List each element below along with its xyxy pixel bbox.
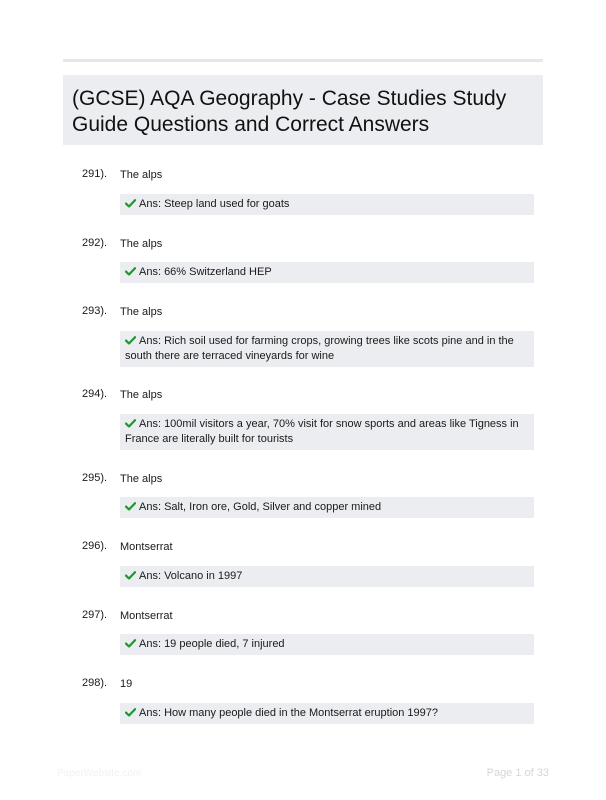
answer-text: Ans: Steep land used for goats — [139, 198, 290, 210]
question-text: Montserrat — [120, 541, 173, 553]
check-icon — [125, 336, 136, 345]
question-number: 291). — [82, 168, 108, 180]
question-text: The alps — [120, 473, 163, 485]
question-number: 293). — [82, 305, 108, 317]
check-icon — [125, 199, 136, 208]
answer-box — [120, 262, 534, 283]
answer-box — [120, 497, 534, 518]
question-number: 298). — [82, 677, 108, 689]
question-number: 296). — [82, 540, 108, 552]
page-number: Page 1 of 33 — [486, 767, 549, 779]
answer-box — [120, 634, 534, 655]
answer-text: Ans: Rich soil used for farming crops, growing trees like scots pine and in the south there are terraced vineyards for wine — [125, 335, 514, 362]
question-text: The alps — [120, 169, 163, 181]
footer-watermark: PaperWebsite.com — [57, 768, 142, 779]
check-icon — [125, 708, 136, 717]
question-text: The alps — [120, 238, 163, 250]
document-title: (GCSE) AQA Geography - Case Studies Study Guide Questions and Correct Answers — [72, 87, 507, 136]
answer-text: Ans: Volcano in 1997 — [139, 570, 243, 582]
answer-box — [120, 566, 534, 587]
answer-box — [120, 331, 534, 367]
question-number: 294). — [82, 388, 108, 400]
answer-text: Ans: 66% Switzerland HEP — [139, 266, 272, 278]
check-icon — [125, 639, 136, 648]
answer-text: Ans: 19 people died, 7 injured — [139, 638, 285, 650]
question-text: The alps — [120, 306, 163, 318]
question-text: 19 — [120, 678, 133, 690]
check-icon — [125, 419, 136, 428]
check-icon — [125, 571, 136, 580]
answer-box — [120, 414, 534, 450]
answer-box — [120, 194, 534, 215]
question-number: 295). — [82, 472, 108, 484]
answer-text: Ans: How many people died in the Montserrat eruption 1997? — [139, 707, 439, 719]
question-text: The alps — [120, 389, 163, 401]
answer-text: Ans: 100mil visitors a year, 70% visit for snow sports and areas like Tigness in France are literally built for tourists — [125, 418, 519, 445]
question-text: Montserrat — [120, 610, 173, 622]
question-number: 297). — [82, 609, 108, 621]
check-icon — [125, 502, 136, 511]
answer-box — [120, 703, 534, 724]
answer-text: Ans: Salt, Iron ore, Gold, Silver and copper mined — [139, 501, 382, 513]
question-number: 292). — [82, 237, 108, 249]
check-icon — [125, 267, 136, 276]
